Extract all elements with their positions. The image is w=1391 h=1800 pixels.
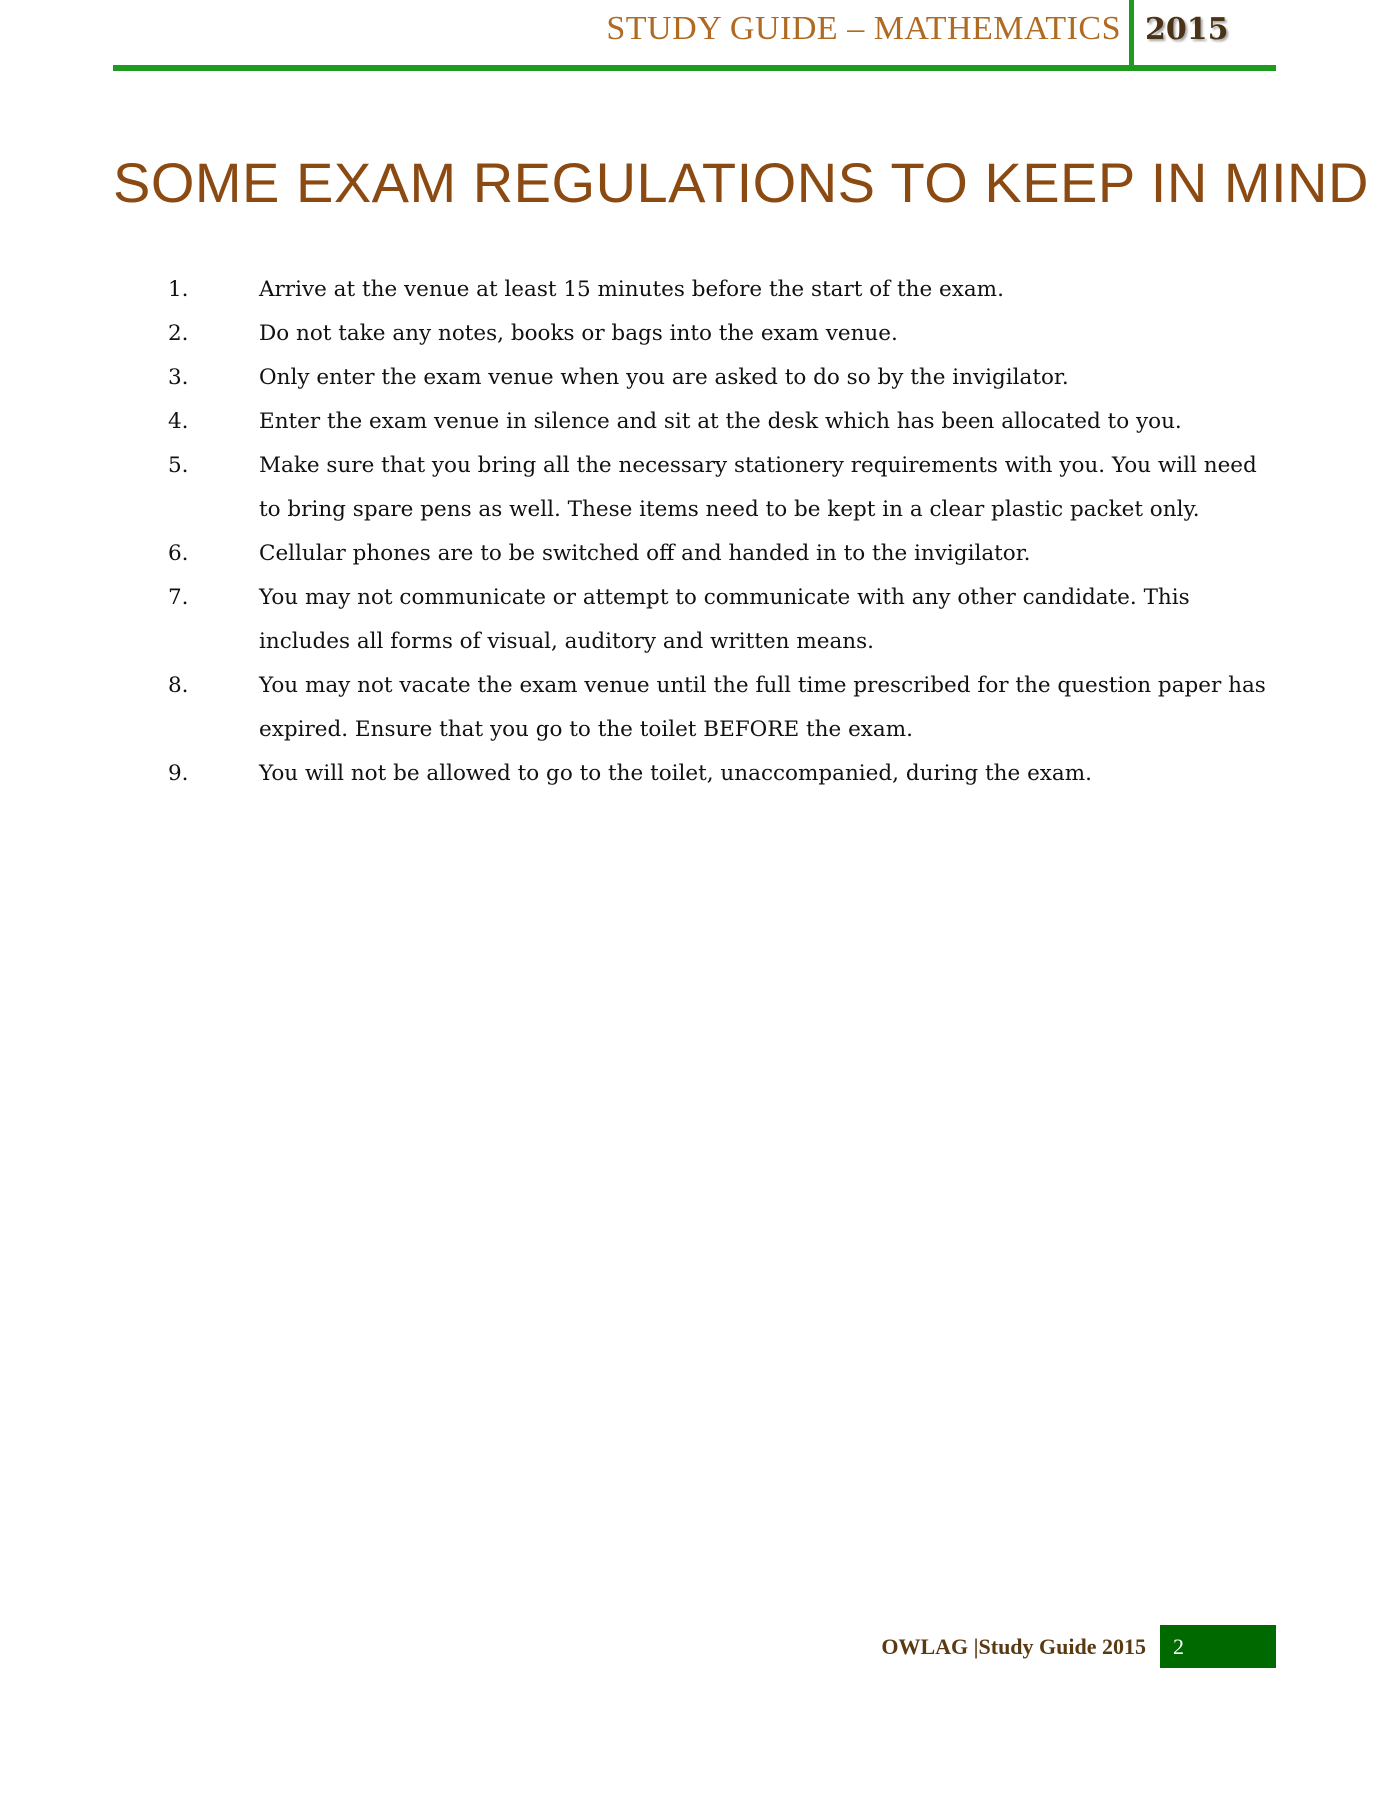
list-item-text: Make sure that you bring all the necessary stationery requirements with you. You will need to bring spare pens as well. These items need to be kept in a clear plastic packet only.: [259, 453, 1257, 522]
page-title: SOME EXAM REGULATIONS TO KEEP IN MIND: [113, 151, 1369, 214]
footer-label: OWLAG |Study Guide 2015: [881, 1634, 1146, 1659]
header-divider: [1129, 0, 1134, 66]
list-item-number: 2.: [168, 321, 189, 346]
list-item: [168, 400, 1268, 444]
header-year: 2015: [1145, 12, 1229, 47]
list-item-number: 6.: [168, 541, 189, 566]
list-item: [168, 444, 1268, 532]
list-item-number: 4.: [168, 409, 189, 434]
list-item-text: You may not communicate or attempt to communicate with any other candidate. This includes all forms of visual, auditory and written means.: [259, 585, 1190, 654]
list-item: [168, 664, 1268, 752]
page-number-box: [1160, 1625, 1276, 1668]
list-item: [168, 268, 1268, 312]
list-item: [168, 312, 1268, 356]
header-title: STUDY GUIDE – MATHEMATICS: [606, 10, 1121, 47]
list-item: [168, 752, 1268, 796]
list-item-text: Arrive at the venue at least 15 minutes before the start of the exam.: [259, 277, 1004, 302]
list-item-number: 1.: [168, 277, 189, 302]
list-item-text: Do not take any notes, books or bags into the exam venue.: [259, 321, 898, 346]
page-header: [113, 0, 1276, 72]
regulations-list: [168, 268, 1268, 796]
list-item: [168, 356, 1268, 400]
list-item-number: 3.: [168, 365, 189, 390]
list-item-number: 5.: [168, 453, 189, 478]
list-item: [168, 532, 1268, 576]
list-item-text: Cellular phones are to be switched off and handed in to the invigilator.: [259, 541, 1031, 566]
header-rule: [113, 65, 1276, 71]
page-number: 2: [1173, 1634, 1184, 1659]
list-item-text: You will not be allowed to go to the toilet, unaccompanied, during the exam.: [259, 761, 1092, 786]
list-item-text: Only enter the exam venue when you are asked to do so by the invigilator.: [259, 365, 1069, 390]
list-item-number: 7.: [168, 585, 189, 610]
list-item-number: 8.: [168, 673, 189, 698]
list-item-text: You may not vacate the exam venue until the full time prescribed for the question paper has expired. Ensure that you go to the toilet BEFORE the exam.: [259, 673, 1266, 742]
page-footer: [830, 1625, 1276, 1668]
list-item-text: Enter the exam venue in silence and sit at the desk which has been allocated to you.: [259, 409, 1182, 434]
list-item-number: 9.: [168, 761, 189, 786]
list-item: [168, 576, 1268, 664]
